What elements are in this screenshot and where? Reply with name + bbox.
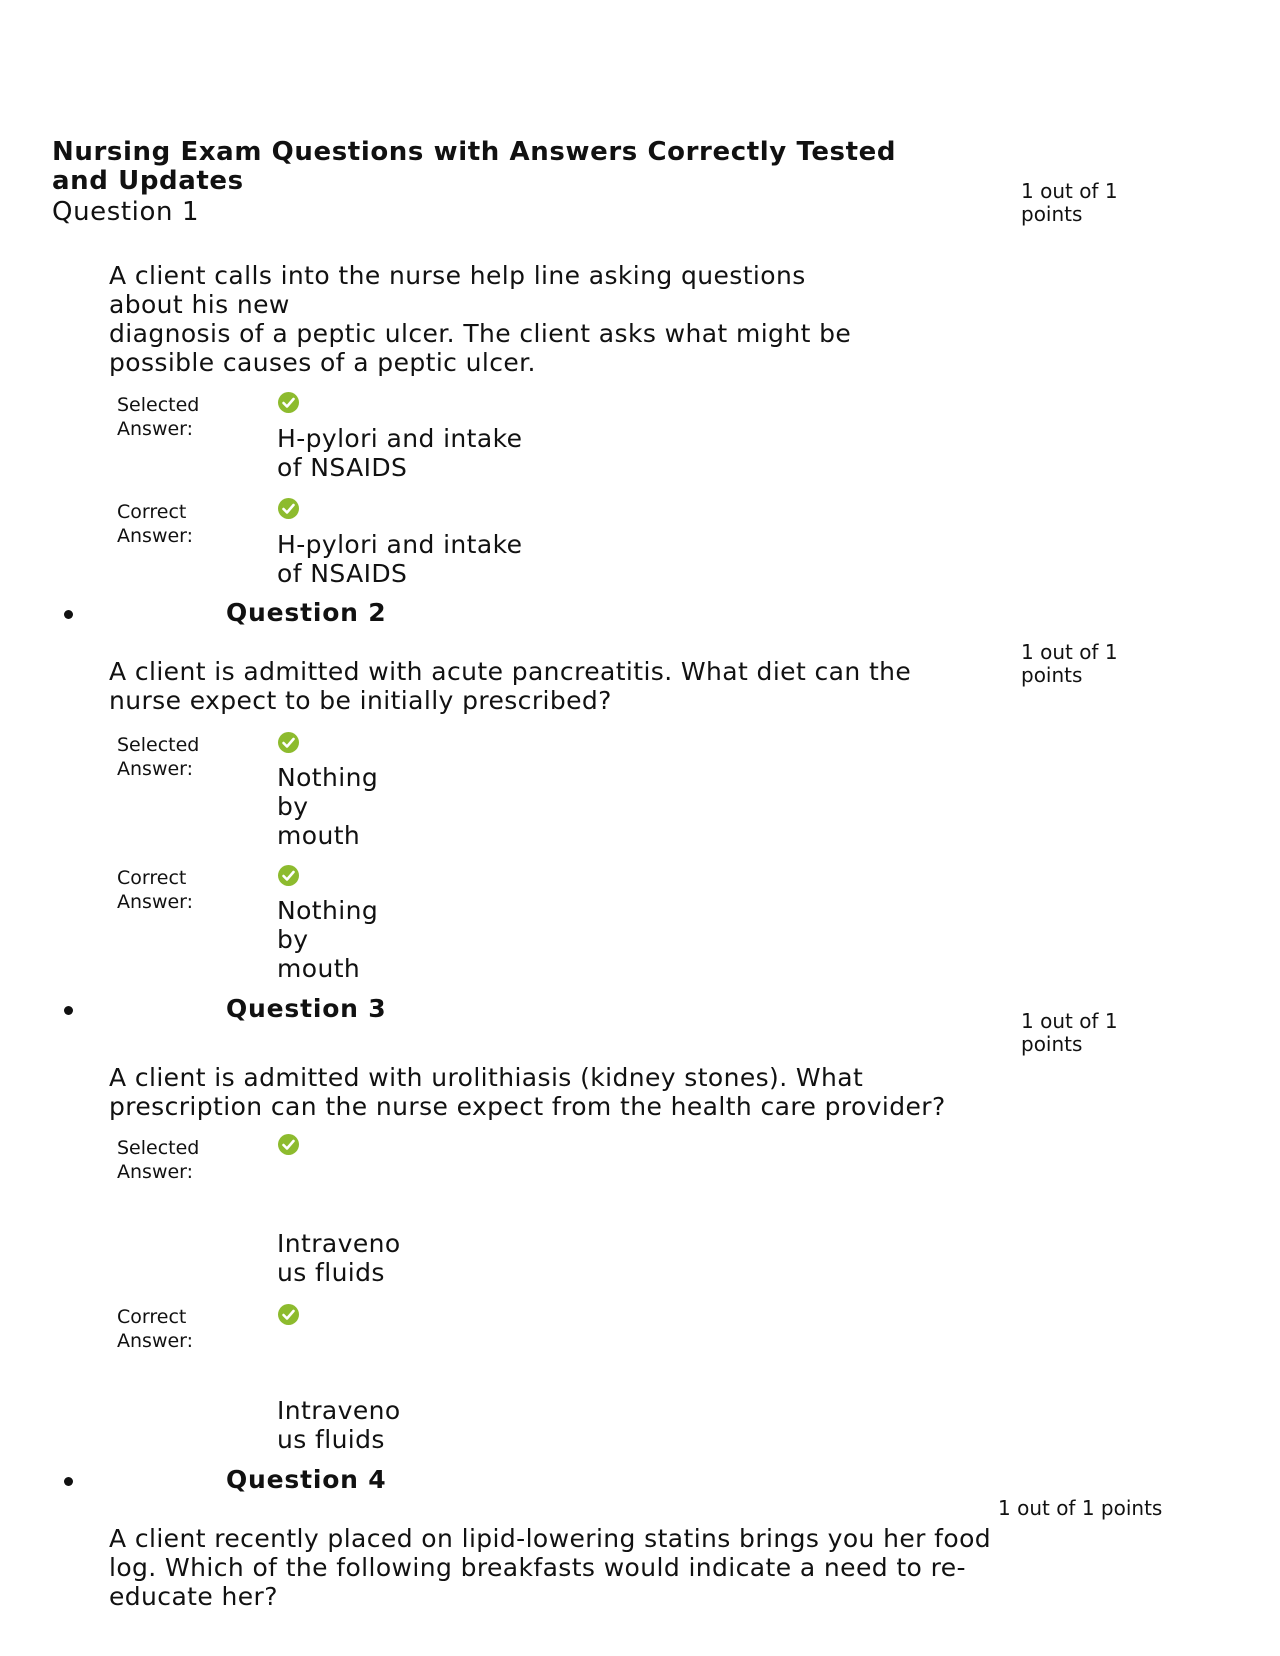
selected-answer-text: Nothing by mouth [277,763,379,850]
check-circle-icon [278,498,299,519]
bullet-icon [64,1006,73,1015]
question-4-points: 1 out of 1 points [998,1496,1163,1520]
check-circle-icon [278,1304,299,1325]
question-1-prompt: A client calls into the nurse help line asking questions about his new diagnosis of a peptic ulcer. The client asks what might be possible causes of a peptic ulcer. [109,261,852,377]
selected-answer-label: Selected Answer: [117,1137,200,1183]
correct-answer-text: Intraveno us fluids [277,1396,401,1454]
question-4-heading: Question 4 [226,1465,387,1494]
selected-answer-text: H-pylori and intake of NSAIDS [277,424,523,482]
check-circle-icon [278,865,299,886]
check-circle-icon [278,1134,299,1155]
check-circle-icon [278,392,299,413]
correct-answer-label: Correct Answer: [117,501,194,547]
question-2-points: 1 out of 1 points [1021,640,1118,687]
correct-answer-label: Correct Answer: [117,867,194,913]
bullet-icon [64,1477,73,1486]
selected-answer-label: Selected Answer: [117,734,200,780]
correct-answer-text: H-pylori and intake of NSAIDS [277,530,523,588]
correct-answer-text: Nothing by mouth [277,896,379,983]
selected-answer-label: Selected Answer: [117,394,200,440]
check-circle-icon [278,732,299,753]
question-2-heading: Question 2 [226,598,387,627]
correct-answer-label: Correct Answer: [117,1306,194,1352]
document-title: Nursing Exam Questions with Answers Correctly Tested and Updates [52,137,897,196]
question-3-heading: Question 3 [226,994,387,1023]
question-3-prompt: A client is admitted with urolithiasis (kidney stones). What prescription can the nurse expect from the health care provider? [109,1063,946,1121]
question-1-points: 1 out of 1 points [1021,179,1118,226]
question-3-points: 1 out of 1 points [1021,1009,1118,1056]
question-4-prompt: A client recently placed on lipid-lowering statins brings you her food log. Which of the following breakfasts would indicate a need to re- educate her? [109,1524,992,1611]
question-2-prompt: A client is admitted with acute pancreatitis. What diet can the nurse expect to be initially prescribed? [109,657,912,715]
bullet-icon [64,610,73,619]
question-1-heading: Question 1 [52,197,200,227]
selected-answer-text: Intraveno us fluids [277,1229,401,1287]
